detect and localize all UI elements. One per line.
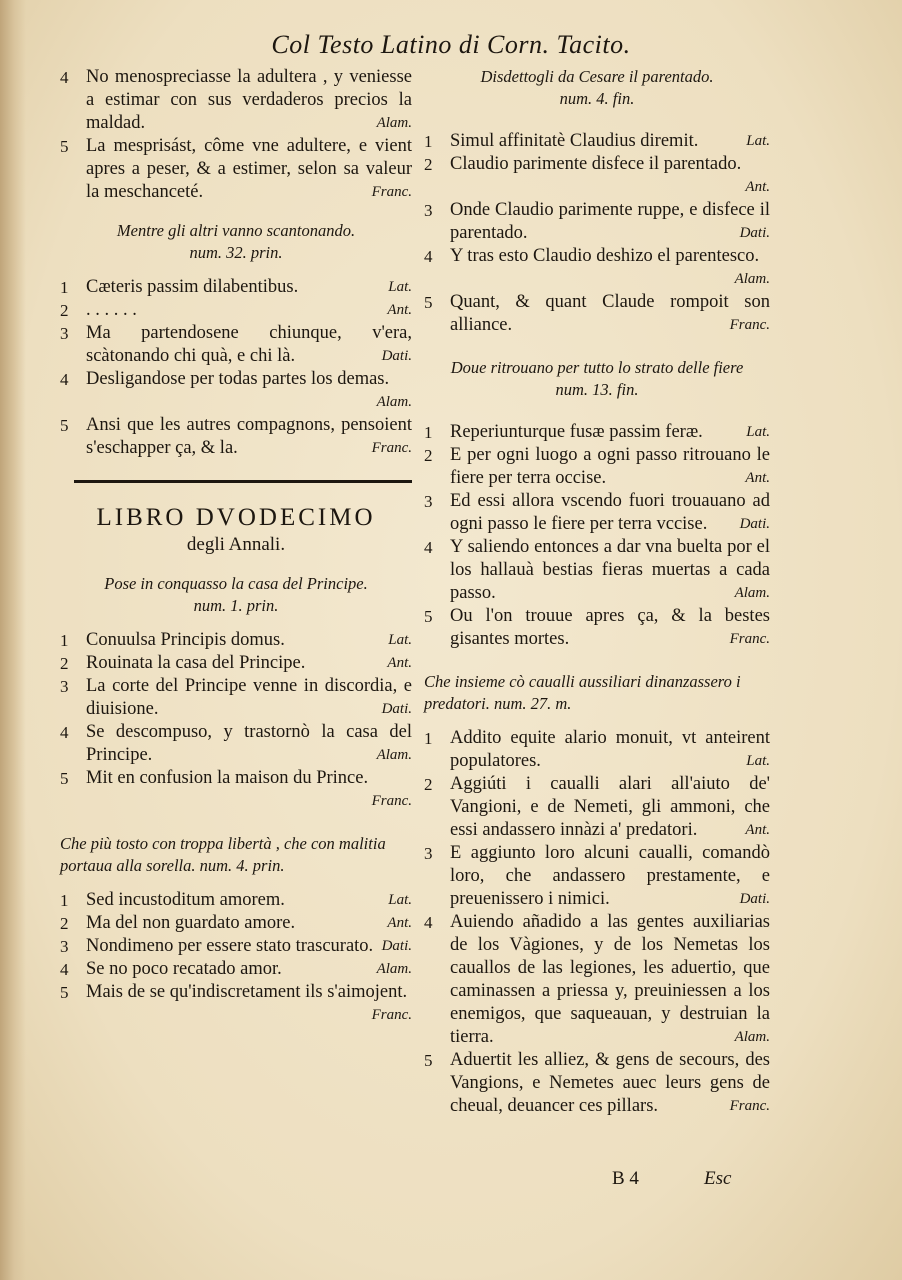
entry-text: Conuulsa Principis domus.: [86, 630, 285, 650]
entry-number: 4: [60, 723, 69, 742]
entry-4: [60, 958, 412, 981]
entry-text: Y saliendo entonces a dar vna buelta por el los hallauà bestias fieras muertas a cada passo.: [450, 537, 770, 603]
section-heading: [424, 357, 770, 401]
source-tag: Dati.: [381, 701, 412, 717]
entry-text: Ma partendosene chiunque, v'era, scàtonando chi quà, e chi là.: [86, 323, 412, 366]
entry-4: [60, 368, 412, 414]
source-tag: Ant.: [387, 915, 412, 931]
heading-line: Mentre gli altri vanno scantonando.: [116, 221, 356, 240]
source-tag: Lat.: [388, 279, 412, 295]
section-heading: [424, 671, 770, 715]
source-tag: Lat.: [746, 133, 770, 149]
entry-text: Reperiunturque fusæ passim feræ.: [450, 422, 703, 442]
entry-5: [60, 767, 412, 813]
section-heading: [60, 220, 412, 264]
entry-number: 2: [60, 914, 69, 933]
entry-number: 1: [424, 729, 433, 748]
entry-text: Aggiúti i caualli alari all'aiuto de' Vangioni, e de Nemeti, gli ammoni, che essi andassero innàzi a' predatori.: [450, 774, 770, 840]
entry-5: [60, 135, 412, 204]
section-heading: [60, 833, 412, 877]
entry-number: 4: [424, 538, 433, 557]
entry-5: [424, 605, 770, 651]
source-tag: Ant.: [745, 179, 770, 195]
page-gutter-shadow: [0, 0, 26, 1280]
entry-text: Onde Claudio parimente ruppe, e disfece il parentado.: [450, 200, 770, 243]
entry-number: 3: [424, 492, 433, 511]
entry-text: Y tras esto Claudio deshizo el parentesco.: [450, 246, 760, 266]
right-column: [424, 66, 770, 1118]
entry-4: [60, 66, 412, 135]
entry-1: [424, 727, 770, 773]
source-tag: Franc.: [729, 1098, 770, 1114]
source-tag: Franc.: [371, 184, 412, 200]
source-tag: Alam.: [734, 1029, 770, 1045]
entry-number: 4: [424, 913, 433, 932]
entry-2: [424, 153, 770, 199]
entry-number: 5: [424, 293, 433, 312]
entry-text: Nondimeno per essere stato trascurato.: [86, 936, 374, 956]
heading-line: Che più tosto con troppa libertà , che con malitia portaua alla sorella. num. 4. prin.: [60, 834, 386, 875]
entry-3: [424, 490, 770, 536]
source-tag: Alam.: [376, 394, 412, 410]
source-tag: Alam.: [376, 961, 412, 977]
book-title: LIBRO DVODECIMO: [96, 504, 376, 531]
entry-text: Ou l'on trouue apres ça, & la bestes gisantes mortes.: [450, 606, 770, 649]
source-tag: Ant.: [387, 302, 412, 318]
source-tag: Lat.: [746, 424, 770, 440]
entry-number: 2: [424, 155, 433, 174]
heading-reference: num. 32. prin.: [189, 243, 283, 262]
entry-text: Quant, & quant Claude rompoit son alliance.: [450, 292, 770, 335]
entry-number: 5: [424, 1051, 433, 1070]
entry-number: 4: [424, 247, 433, 266]
entry-4: [424, 245, 770, 291]
section-heading: [424, 66, 770, 110]
entry-2: [60, 299, 412, 322]
source-tag: Franc.: [371, 1007, 412, 1023]
source-tag: Alam.: [376, 115, 412, 131]
entry-text: Addito equite alario monuit, vt anteirent populatores.: [450, 728, 770, 771]
left-block-continuation: [60, 66, 412, 204]
entry-number: 4: [60, 960, 69, 979]
entry-text: Cæteris passim dilabentibus.: [86, 277, 299, 297]
left-column: [60, 66, 412, 1027]
entry-number: 1: [60, 278, 69, 297]
entry-1: [60, 629, 412, 652]
entry-number: 5: [60, 416, 69, 435]
source-tag: Dati.: [739, 225, 770, 241]
entry-number: 1: [424, 423, 433, 442]
left-block-conquasso: [60, 573, 412, 813]
entry-text: Ansi que les autres compagnons, pensoient s'eschapper ça, & la.: [86, 415, 412, 458]
entry-number: 2: [60, 654, 69, 673]
entry-2: [60, 912, 412, 935]
heading-line: Doue ritrouano per tutto lo strato delle fiere: [450, 358, 744, 377]
source-tag: Franc.: [729, 317, 770, 333]
source-tag: Alam.: [734, 585, 770, 601]
heading-line: Pose in conquasso la casa del Principe.: [104, 574, 368, 593]
entry-text: Mais de se qu'indiscretament ils s'aimojent.: [86, 982, 408, 1002]
entry-number: 5: [60, 983, 69, 1002]
source-tag: Ant.: [745, 470, 770, 486]
entry-text: . . . . . .: [86, 300, 137, 320]
entry-2: [424, 444, 770, 490]
section-heading: [60, 573, 412, 617]
entry-text: Ma del non guardato amore.: [86, 913, 296, 933]
entry-text: Sed incustoditum amorem.: [86, 890, 285, 910]
left-block-scantonando: [60, 220, 412, 460]
entry-text: Aduertit les alliez, & gens de secours, des Vangions, e Nemetes auec leurs gens de cheual, deuancer ces pillars.: [450, 1050, 770, 1116]
right-block-caualli: [424, 671, 770, 1118]
source-tag: Alam.: [734, 271, 770, 287]
source-tag: Dati.: [739, 516, 770, 532]
source-tag: Franc.: [371, 440, 412, 456]
entry-number: 2: [60, 301, 69, 320]
entry-number: 3: [424, 844, 433, 863]
entry-1: [60, 276, 412, 299]
source-tag: Lat.: [746, 753, 770, 769]
entry-3: [60, 322, 412, 368]
catchword: Esc: [704, 1168, 732, 1189]
source-tag: Alam.: [376, 747, 412, 763]
entry-text: Mit en confusion la maison du Prince.: [86, 768, 369, 788]
source-tag: Lat.: [388, 892, 412, 908]
entry-number: 2: [424, 775, 433, 794]
entry-number: 4: [60, 370, 69, 389]
source-tag: Dati.: [381, 348, 412, 364]
entry-text: No menospreciasse la adultera , y veniesse a estimar con sus verdaderos precios la maldad.: [86, 67, 412, 133]
entry-3: [60, 935, 412, 958]
entry-1: [424, 421, 770, 444]
entry-number: 4: [60, 68, 69, 87]
entry-text: Claudio parimente disfece il parentado.: [450, 154, 742, 174]
entry-number: 5: [60, 769, 69, 788]
entry-text: Se no poco recatado amor.: [86, 959, 282, 979]
book-subtitle: degli Annali.: [186, 534, 286, 555]
entry-number: 2: [424, 446, 433, 465]
source-tag: Franc.: [371, 793, 412, 809]
entry-1: [424, 130, 770, 153]
entry-4: [424, 911, 770, 1049]
entry-number: 5: [424, 607, 433, 626]
entry-text: E per ogni luogo a ogni passo ritrouano le fiere per terra occise.: [450, 445, 770, 488]
entry-3: [424, 842, 770, 911]
heading-reference: num. 4. fin.: [559, 89, 635, 108]
entry-number: 1: [60, 631, 69, 650]
entry-2: [60, 652, 412, 675]
entry-5: [60, 414, 412, 460]
entry-number: 3: [60, 677, 69, 696]
heading-reference: num. 1. prin.: [193, 596, 279, 615]
entry-4: [424, 536, 770, 605]
source-tag: Lat.: [388, 632, 412, 648]
entry-text: E aggiunto loro alcuni caualli, comandò loro, che andassero prestamente, e preuenissero i nimici.: [450, 843, 770, 909]
entry-3: [60, 675, 412, 721]
heading-line: Disdettogli da Cesare il parentado.: [480, 67, 714, 86]
entry-number: 3: [60, 937, 69, 956]
entry-text: La mesprisást, côme vne adultere, e vient apres a peser, & a estimer, selon sa valeur la meschanceté.: [86, 136, 412, 202]
entry-number: 3: [60, 324, 69, 343]
source-tag: Franc.: [729, 631, 770, 647]
entry-3: [424, 199, 770, 245]
entry-4: [60, 721, 412, 767]
heading-line: Che insieme cò caualli aussiliari dinanzassero i predatori. num. 27. m.: [424, 672, 741, 713]
heading-reference: num. 13. fin.: [555, 380, 639, 399]
source-tag: Ant.: [745, 822, 770, 838]
entry-number: 1: [60, 891, 69, 910]
running-head: Col Testo Latino di Corn. Tacito.: [271, 30, 631, 59]
right-block-parentado: [424, 66, 770, 337]
source-tag: Dati.: [739, 891, 770, 907]
entry-text: La corte del Principe venne in discordia, e diuisione.: [86, 676, 412, 719]
entry-text: Simul affinitatè Claudius diremit.: [450, 131, 699, 151]
source-tag: Ant.: [387, 655, 412, 671]
entry-5: [424, 1049, 770, 1118]
entry-text: Se descompuso, y trastornò la casa del Principe.: [86, 722, 412, 765]
left-block-sorella: [60, 833, 412, 1027]
entry-text: Auiendo añadido a las gentes auxiliarias de los Vàgiones, y de los Nemetas los cauallos de las legiones, les aduertio, que caminassen a priessa y, preuiniessen a los enemigos, que saqueauan, y destruian la tierra.: [450, 912, 770, 1047]
entry-number: 1: [424, 132, 433, 151]
entry-2: [424, 773, 770, 842]
entry-text: Rouinata la casa del Principe.: [86, 653, 306, 673]
entry-text: Desligandose per todas partes los demas.: [86, 369, 390, 389]
signature-mark: B 4: [612, 1168, 639, 1189]
entry-number: 3: [424, 201, 433, 220]
entry-number: 5: [60, 137, 69, 156]
source-tag: Dati.: [381, 938, 412, 954]
entry-5: [424, 291, 770, 337]
entry-text: Ed essi allora vscendo fuori trouauano ad ogni passo le fiere per terra vccise.: [450, 491, 770, 534]
entry-1: [60, 889, 412, 912]
entry-5: [60, 981, 412, 1027]
right-block-fiere: [424, 357, 770, 651]
